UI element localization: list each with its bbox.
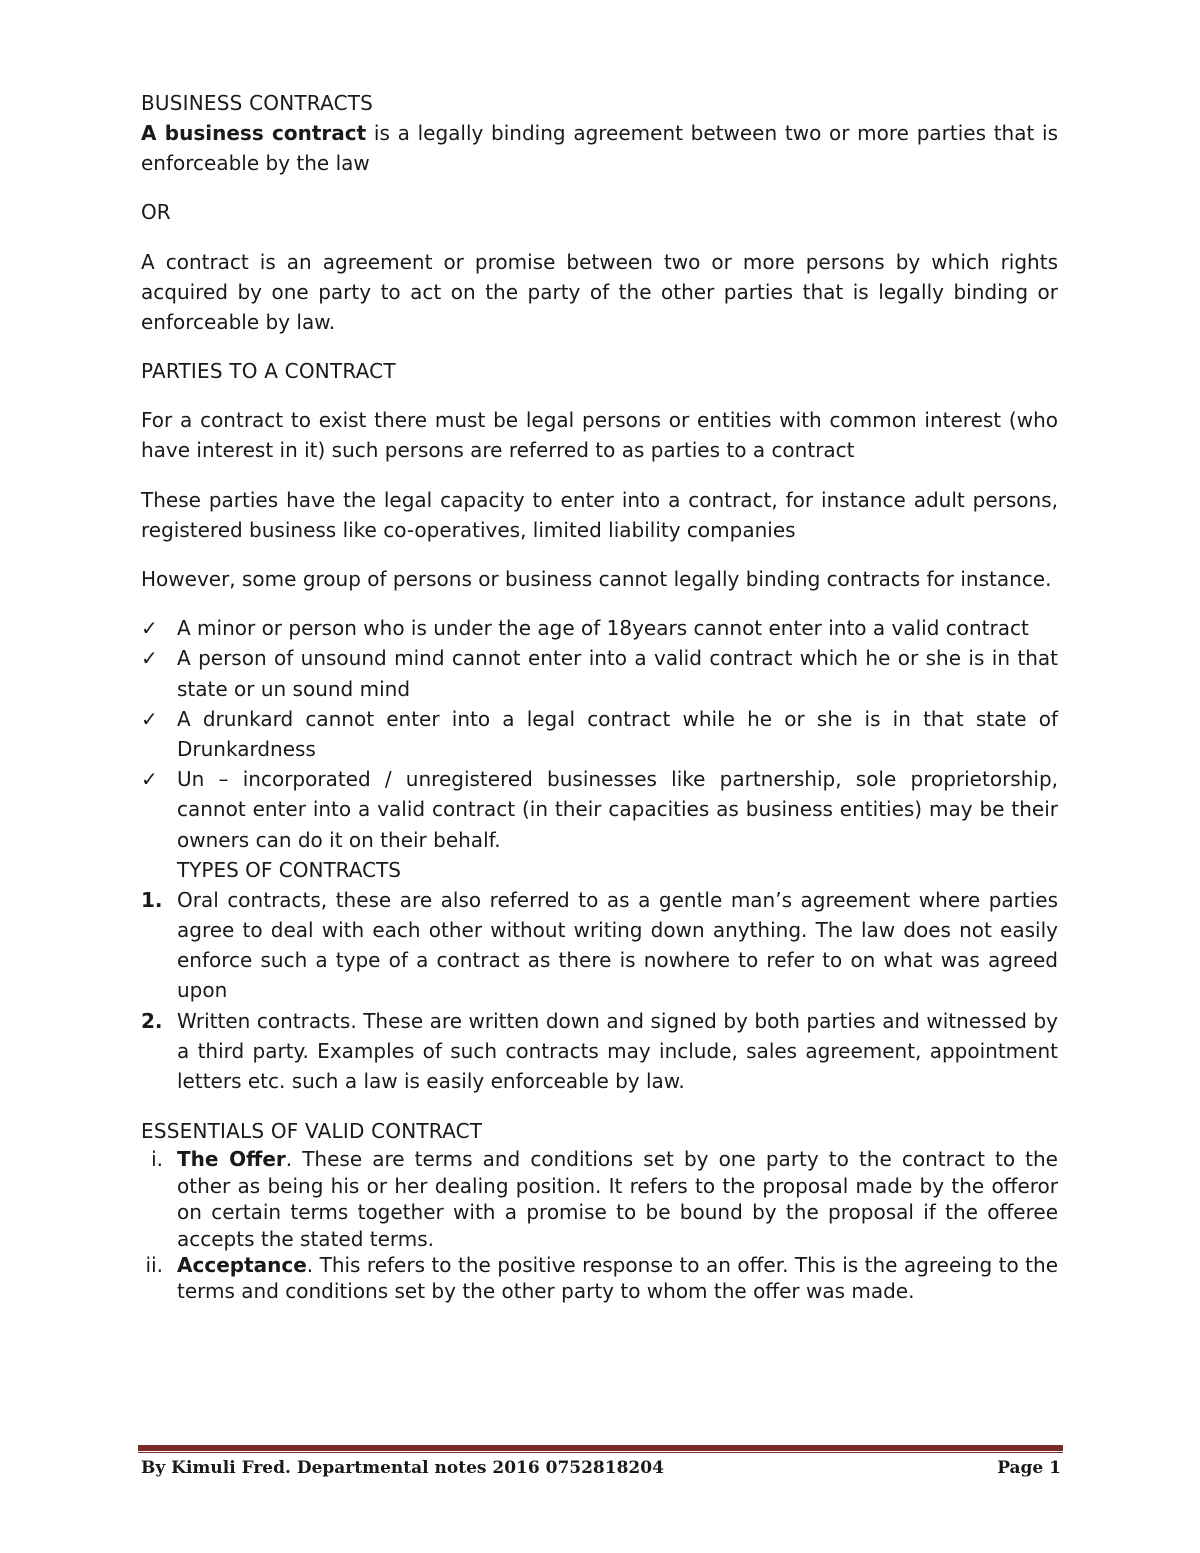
list-item <box>141 613 1058 643</box>
definition-text: is a legally binding agreement between two or more parties that is enforceable by the law <box>141 121 1059 176</box>
definition-term: A business contract <box>141 121 367 145</box>
list-item-text: . These are terms and conditions set by one party to the contract to the other as being his or her dealing position. It refers to the proposal made by the offeror on certain terms together with a promise to be bound by the proposal if the offeree accepts the stated terms. <box>177 1147 1058 1251</box>
page-title: BUSINESS CONTRACTS <box>141 91 374 115</box>
list-item-text: A minor or person who is under the age of 18years cannot enter into a valid contract <box>177 616 1029 641</box>
definition-paragraph <box>141 118 1058 178</box>
list-item-term: Acceptance <box>177 1252 307 1277</box>
check-icon: ✓ <box>141 616 158 641</box>
list-number: ii. <box>145 1252 163 1277</box>
definition2-paragraph: A contract is an agreement or promise between two or more persons by which rights acquired by one party to act on the party of the other parties that is legally binding or enforceable by law. <box>141 249 1058 335</box>
types-heading: TYPES OF CONTRACTS <box>177 857 401 882</box>
list-number: 1. <box>141 887 163 912</box>
parties-paragraph-1: For a contract to exist there must be legal persons or entities with common interest (who have interest in it) such persons are referred to as parties to a contract <box>141 408 1058 463</box>
list-number: 2. <box>141 1008 163 1033</box>
list-item-text: Un – incorporated / unregistered businesses like partnership, sole proprietorship, cannot enter into a valid contract (in their capacities as business entities) may be their owners can do it on their behalf. <box>177 767 1058 852</box>
incapacity-list <box>141 613 1058 855</box>
list-item-text: . This refers to the positive response to an offer. This is the agreeing to the terms and conditions set by the other party to whom the offer was made. <box>177 1252 1058 1304</box>
parties-paragraph-3: However, some group of persons or business cannot legally binding contracts for instance. <box>141 567 1052 592</box>
essentials-heading: ESSENTIALS OF VALID CONTRACT <box>141 1119 483 1144</box>
list-item <box>141 1252 1058 1305</box>
list-item-text: Written contracts. These are written down and signed by both parties and witnessed by a third party. Examples of such contracts may include, sales agreement, appointment letters etc. such a law is easily enforceable by law. <box>177 1008 1058 1094</box>
or-separator: OR <box>141 200 171 225</box>
list-item <box>141 704 1058 764</box>
list-item-term: The Offer <box>177 1147 286 1172</box>
page-number: Page 1 <box>997 1458 1061 1478</box>
list-number: i. <box>151 1147 163 1172</box>
footer-divider <box>138 1445 1063 1451</box>
parties-paragraph-2: These parties have the legal capacity to enter into a contract, for instance adult persons, registered business like co-operatives, limited liability companies <box>141 487 1058 542</box>
parties-heading: PARTIES TO A CONTRACT <box>141 359 396 384</box>
list-item-text: Oral contracts, these are also referred to as a gentle man’s agreement where parties agree to deal with each other without writing down anything. The law does not easily enforce such a type of a contract as there is nowhere to refer to on what was agreed upon <box>177 887 1058 1003</box>
list-item <box>141 885 1058 1006</box>
list-item <box>141 1146 1058 1252</box>
list-item <box>141 1006 1058 1097</box>
list-item <box>141 764 1058 855</box>
check-icon: ✓ <box>141 706 158 731</box>
types-list <box>141 885 1058 1096</box>
list-item-text: A drunkard cannot enter into a legal contract while he or she is in that state of Drunkardness <box>177 706 1058 762</box>
essentials-list <box>141 1146 1058 1304</box>
list-item-text: A person of unsound mind cannot enter into a valid contract which he or she is in that state or un sound mind <box>177 646 1058 701</box>
list-item <box>141 643 1058 703</box>
document-body <box>141 88 1058 1305</box>
footer-divider-thin <box>138 1452 1063 1453</box>
check-icon: ✓ <box>141 767 158 792</box>
check-icon: ✓ <box>141 646 158 671</box>
footer-author: By Kimuli Fred. Departmental notes 2016 0752818204 <box>141 1458 664 1478</box>
